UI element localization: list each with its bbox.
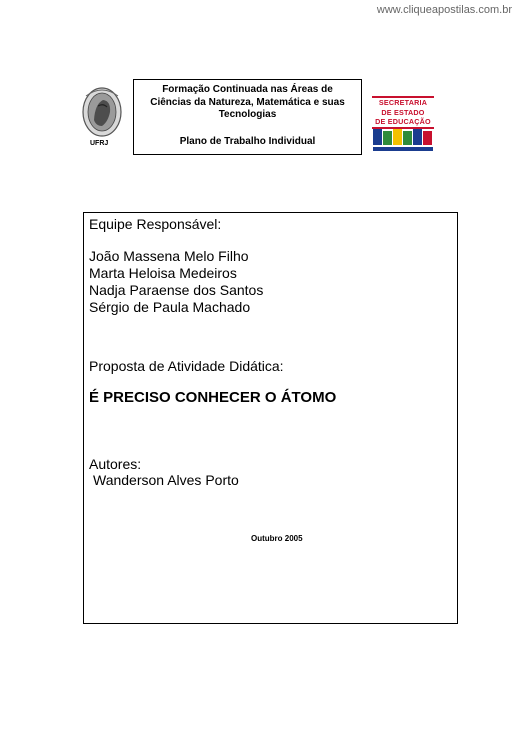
authors-label: Autores: (89, 456, 142, 472)
proposal-label: Proposta de Atividade Didática: (89, 358, 284, 374)
team-member: Marta Heloisa Medeiros (89, 265, 237, 281)
team-member: Nadja Paraense dos Santos (89, 282, 264, 298)
seduc-line-3: DE EDUCAÇÃO (375, 117, 431, 127)
plan-title: Plano de Trabalho Individual (179, 135, 316, 147)
header-line-3: Tecnologias (218, 109, 277, 120)
seduc-line-2: DE ESTADO (381, 107, 425, 117)
header-line-1: Formação Continuada nas Áreas de (162, 84, 333, 95)
seduc-line-1: SECRETARIA (378, 98, 428, 107)
team-member: João Massena Melo Filho (89, 248, 249, 264)
header-line-2: Ciências da Natureza, Matemática e suas (150, 96, 345, 108)
team-member: Sérgio de Paula Machado (89, 299, 251, 315)
watermark-url: www.cliqueapostilas.com.br (376, 4, 512, 16)
program-header-box (133, 79, 362, 155)
brasil-government-logo (372, 127, 434, 155)
document-date: Outubro 2005 (251, 534, 303, 543)
activity-title: É PRECISO CONHECER O ÁTOMO (89, 389, 337, 406)
author-name: Wanderson Alves Porto (93, 472, 239, 488)
team-label: Equipe Responsável: (89, 216, 222, 232)
ufrj-label: UFRJ (90, 140, 109, 147)
secretaria-educacao-logo (372, 96, 434, 129)
ufrj-seal-logo (80, 86, 124, 138)
